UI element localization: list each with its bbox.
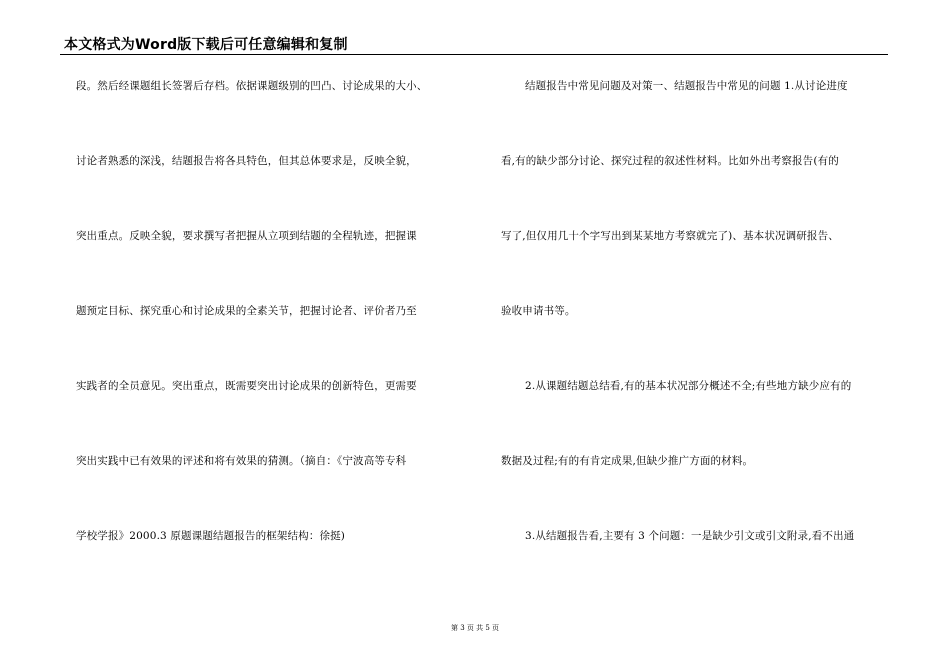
paragraph-line: 讨论者熟悉的深浅，结题报告将各具特色，但其总体要求是，反映全貌， [76, 155, 417, 167]
paragraph-line: 突出实践中已有效果的评述和将有效果的猜测。（摘自：《宁波高等专科 [76, 455, 407, 467]
document-header: 本文格式为Word版下载后可任意编辑和复制 [64, 37, 348, 53]
paragraph-line: 实践者的全员意见。突出重点，既需要突出讨论成果的创新特色，更需要 [76, 380, 417, 392]
paragraph-line: 2.从课题结题总结看,有的基本状况部分概述不全;有些地方缺少应有的 [525, 380, 852, 392]
paragraph-line: 看,有的缺少部分讨论、探究过程的叙述性材料。比如外出考察报告(有的 [501, 155, 839, 167]
paragraph-line: 数据及过程;有的有肯定成果,但缺少推广方面的材料。 [501, 455, 754, 467]
paragraph-line: 学校学报》2000.3 原题课题结题报告的框架结构：徐挺) [76, 530, 346, 542]
paragraph-line: 题预定目标、探究重心和讨论成果的全素关节，把握讨论者、评价者乃至 [76, 305, 417, 317]
paragraph-line: 写了,但仅用几十个字写出到某某地方考察就完了)、基本状况调研报告、 [501, 230, 839, 242]
paragraph-line: 验收申请书等。 [501, 305, 576, 317]
paragraph-line: 段。然后经课题组长签署后存档。依据课题级别的凹凸、讨论成果的大小、 [76, 80, 428, 92]
paragraph-line: 结题报告中常见问题及对策一、结题报告中常见的问题 1.从讨论进度 [525, 80, 848, 92]
paragraph-line: 3.从结题报告看,主要有 3 个问题：一是缺少引文或引文附录,看不出通 [525, 530, 855, 542]
page-number: 第 3 页 共 5 页 [450, 624, 500, 632]
paragraph-line: 突出重点。反映全貌，要求撰写者把握从立项到结题的全程轨迹，把握课 [76, 230, 417, 242]
header-divider [60, 54, 888, 55]
